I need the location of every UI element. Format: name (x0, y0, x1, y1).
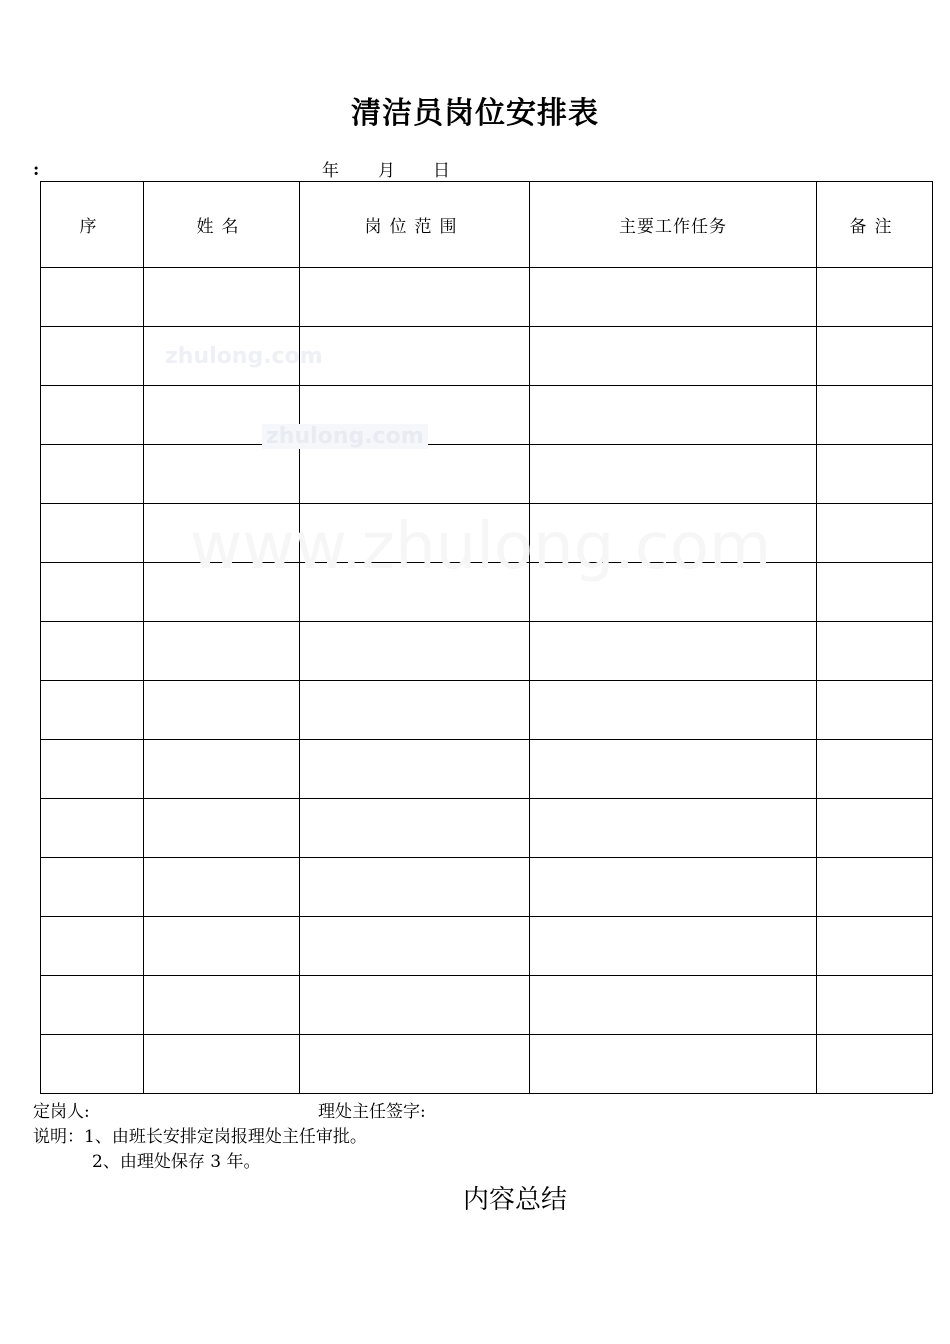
table-cell[interactable] (300, 799, 530, 858)
table-cell[interactable] (530, 386, 817, 445)
table-cell[interactable] (817, 740, 933, 799)
table-cell[interactable] (41, 976, 144, 1035)
table-row (41, 386, 933, 445)
table-cell[interactable] (817, 976, 933, 1035)
table-cell[interactable] (817, 858, 933, 917)
table-cell[interactable] (817, 327, 933, 386)
note-line-1: 说明：1、由班长安排定岗报理处主任审批。 (33, 1127, 367, 1147)
table-cell[interactable] (300, 386, 530, 445)
table-cell[interactable] (300, 858, 530, 917)
table-cell[interactable] (41, 740, 144, 799)
table-row (41, 563, 933, 622)
table-cell[interactable] (300, 445, 530, 504)
page-title: 清洁员岗位安排表 (351, 96, 599, 131)
table-cell[interactable] (817, 799, 933, 858)
table-cell[interactable] (817, 1035, 933, 1094)
watermark-url: www.zhulong.com (190, 510, 772, 584)
table-cell[interactable] (530, 799, 817, 858)
table-cell[interactable] (41, 504, 144, 563)
table-cell[interactable] (817, 563, 933, 622)
table-cell[interactable] (41, 681, 144, 740)
table-row (41, 799, 933, 858)
table-cell[interactable] (144, 563, 300, 622)
table-cell[interactable] (300, 504, 530, 563)
watermark-logo-boxed: zhulong.com (262, 424, 428, 449)
table-cell[interactable] (300, 976, 530, 1035)
table-row (41, 976, 933, 1035)
table-row (41, 504, 933, 563)
table-header-row (41, 182, 933, 268)
table-cell[interactable] (817, 445, 933, 504)
col-header-name: 姓名 (144, 182, 300, 268)
watermark-logo: zhulong.com (165, 344, 323, 369)
table-cell[interactable] (144, 622, 300, 681)
table-cell[interactable] (144, 681, 300, 740)
col-header-remarks: 备注 (817, 182, 933, 268)
table-cell[interactable] (300, 327, 530, 386)
table-cell[interactable] (300, 268, 530, 327)
table-cell[interactable] (144, 976, 300, 1035)
table-cell[interactable] (144, 858, 300, 917)
table-cell[interactable] (41, 386, 144, 445)
table-cell[interactable] (144, 917, 300, 976)
table-cell[interactable] (144, 268, 300, 327)
table-row (41, 858, 933, 917)
table-cell[interactable] (144, 799, 300, 858)
table-cell[interactable] (41, 858, 144, 917)
col-header-tasks: 主要工作任务 (530, 182, 817, 268)
table-cell[interactable] (530, 740, 817, 799)
note-line-2: 2、由理处保存 3 年。 (92, 1152, 261, 1172)
table-row (41, 622, 933, 681)
table-row (41, 681, 933, 740)
table-cell[interactable] (144, 740, 300, 799)
table-cell[interactable] (300, 622, 530, 681)
summary-heading: 内容总结 (463, 1185, 568, 1215)
table-cell[interactable] (817, 622, 933, 681)
table-cell[interactable] (817, 268, 933, 327)
table-row (41, 1035, 933, 1094)
table-cell[interactable] (300, 681, 530, 740)
table-cell[interactable] (41, 268, 144, 327)
table-cell[interactable] (530, 1035, 817, 1094)
table-cell[interactable] (530, 563, 817, 622)
table-cell[interactable] (817, 386, 933, 445)
table-cell[interactable] (300, 917, 530, 976)
table-row (41, 740, 933, 799)
date-year-label: 年 (322, 161, 339, 181)
table-cell[interactable] (144, 327, 300, 386)
table-cell[interactable] (530, 681, 817, 740)
director-signature-label: 理处主任签字: (318, 1102, 426, 1122)
date-month-label: 月 (378, 161, 395, 181)
table-cell[interactable] (530, 268, 817, 327)
table-cell[interactable] (530, 445, 817, 504)
table-cell[interactable] (530, 858, 817, 917)
schedule-table (40, 181, 933, 1094)
table-cell[interactable] (300, 563, 530, 622)
table-row (41, 445, 933, 504)
setter-label: 定岗人: (33, 1102, 90, 1122)
table-row (41, 268, 933, 327)
table-cell[interactable] (817, 681, 933, 740)
table-cell[interactable] (300, 1035, 530, 1094)
table-row (41, 327, 933, 386)
col-header-scope: 岗位范围 (300, 182, 530, 268)
table-cell[interactable] (817, 917, 933, 976)
table-row (41, 917, 933, 976)
table-cell[interactable] (41, 563, 144, 622)
table-cell[interactable] (144, 445, 300, 504)
table-cell[interactable] (530, 622, 817, 681)
col-header-seq: 序 (41, 182, 144, 268)
table-cell[interactable] (144, 504, 300, 563)
table-cell[interactable] (41, 917, 144, 976)
table-cell[interactable] (41, 799, 144, 858)
table-cell[interactable] (41, 1035, 144, 1094)
date-day-label: 日 (433, 161, 450, 181)
table-cell[interactable] (144, 1035, 300, 1094)
table-cell[interactable] (530, 917, 817, 976)
table-cell[interactable] (530, 504, 817, 563)
table-cell[interactable] (300, 740, 530, 799)
table-cell[interactable] (817, 504, 933, 563)
date-lead-colon: : (33, 160, 40, 180)
table-cell[interactable] (41, 327, 144, 386)
table-cell[interactable] (144, 386, 300, 445)
table-cell[interactable] (41, 445, 144, 504)
table-cell[interactable] (41, 622, 144, 681)
table-cell[interactable] (530, 976, 817, 1035)
table-cell[interactable] (530, 327, 817, 386)
